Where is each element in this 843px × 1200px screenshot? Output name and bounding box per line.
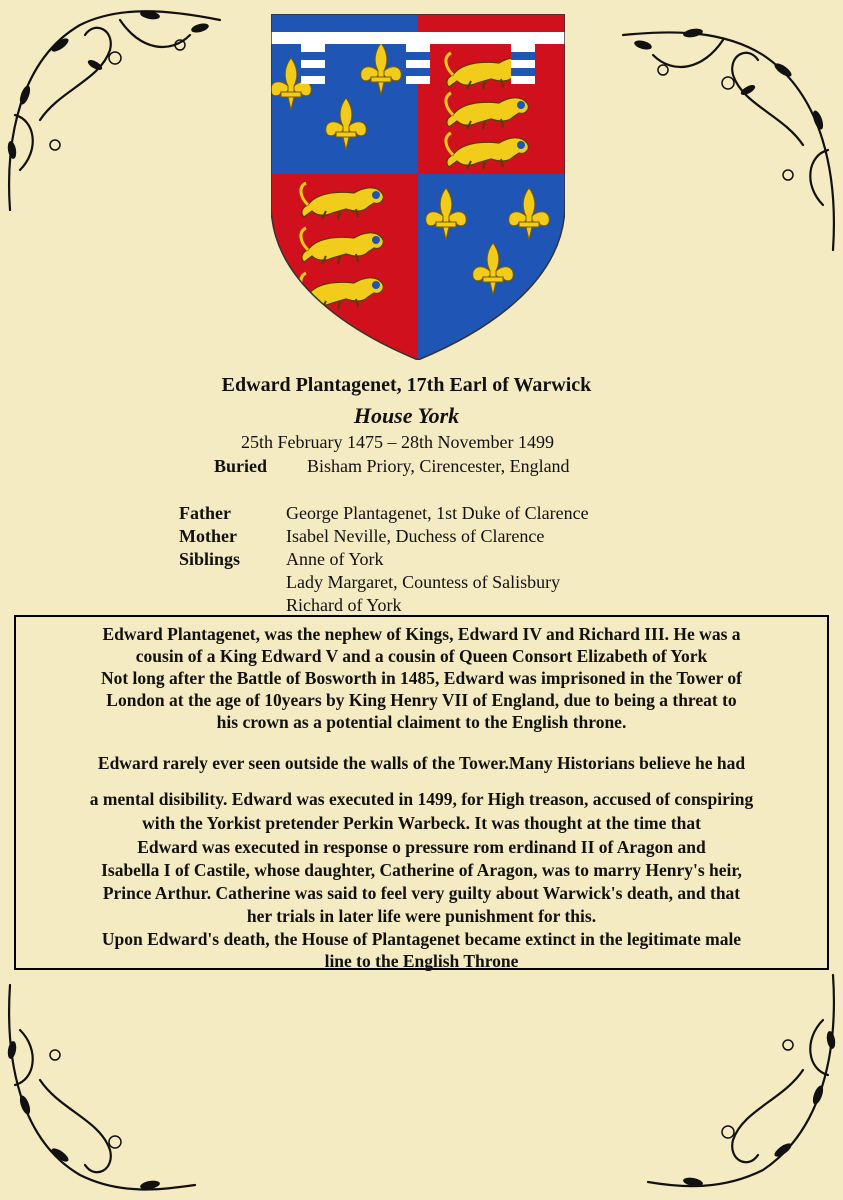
biography-line: cousin of a King Edward V and a cousin of Queen Consort Elizabeth of York [135,646,708,666]
biography-line: his crown as a potential claiment to the English throne. [216,712,627,732]
mother-label: Mother [179,526,237,546]
corner-flourish-bottom-right [643,970,843,1200]
biography-line: Upon Edward's death, the House of Plantagenet became extinct in the legitimate male [101,929,742,949]
biography-box [14,615,829,970]
biography-line: Not long after the Battle of Bosworth in 1485, Edward was imprisoned in the Tower of [100,668,743,688]
biography-line: with the Yorkist pretender Perkin Warbeck. It was thought at the time that [142,813,701,833]
house-name: House York [353,403,460,428]
person-name: Edward Plantagenet, 17th Earl of Warwick [221,374,592,396]
corner-flourish-top-left [0,0,230,220]
biography-line: Isabella I of Castile, whose daughter, Catherine of Aragon, was to marry Henry's heir, [101,860,742,880]
biography-line: London at the age of 10years by King Henry VII of England, due to being a threat to [106,690,737,710]
corner-flourish-top-right [613,15,843,255]
buried-value: Bisham Priory, Cirencester, England [307,456,570,476]
corner-flourish-bottom-left [0,980,200,1200]
sibling-item: Lady Margaret, Countess of Salisbury [286,572,561,592]
biography-line: Edward Plantagenet, was the nephew of Kings, Edward IV and Richard III. He was a [102,624,741,644]
coat-of-arms-shield [271,14,565,360]
sibling-item: Richard of York [286,595,402,615]
sibling-item: Anne of York [286,549,384,569]
biography-line: a mental disibility. Edward was executed in 1499, for High treason, accused of conspiring [89,789,754,809]
biography-line: Edward rarely ever seen outside the walls of the Tower.Many Historians believe he had [97,753,746,773]
buried-label: Buried [214,456,268,476]
father-value: George Plantagenet, 1st Duke of Clarence [286,503,589,523]
biography-line: her trials in later life were punishment for this. [246,906,597,926]
biography-line: Prince Arthur. Catherine was said to feel very guilty about Warwick's death, and that [102,883,741,903]
biography-line: Edward was executed in response o pressure rom erdinand II of Aragon and [137,837,706,857]
lifespan: 25th February 1475 – 28th November 1499 [241,432,554,452]
mother-value: Isabel Neville, Duchess of Clarence [286,526,545,546]
father-label: Father [179,503,231,523]
biography-line: line to the English Throne [324,951,519,971]
siblings-label: Siblings [179,549,241,569]
